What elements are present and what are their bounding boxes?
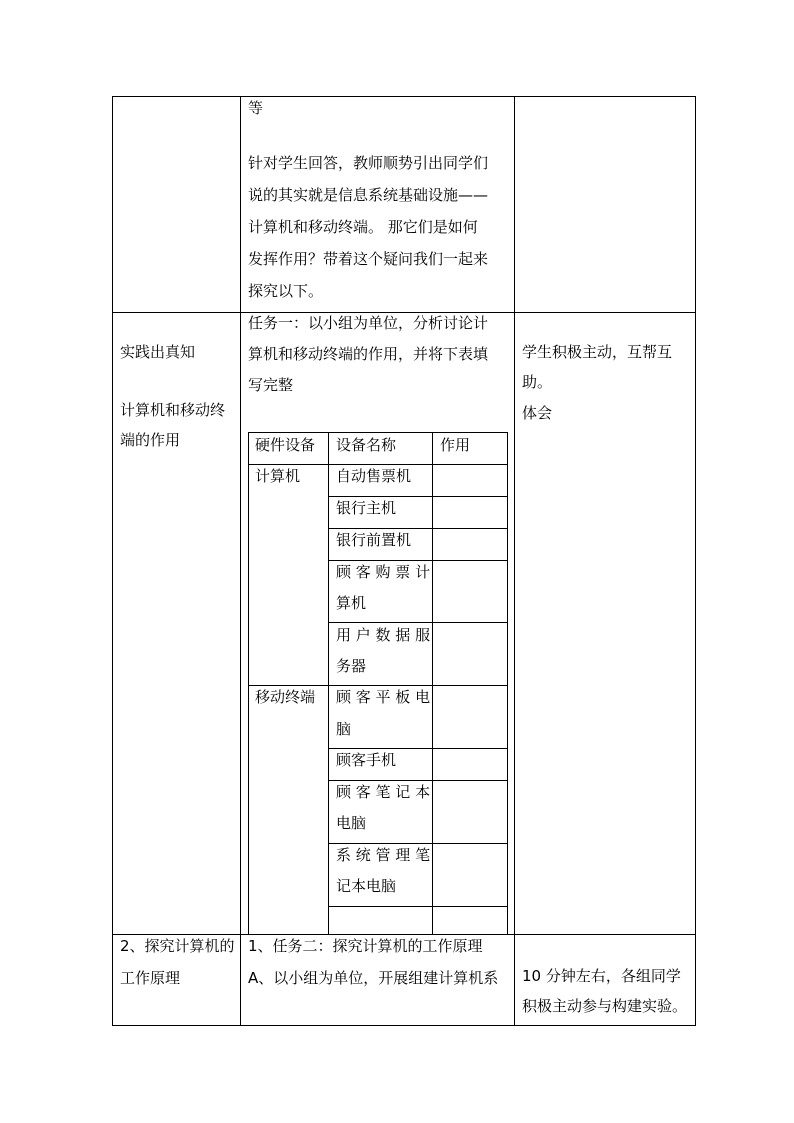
task2-line-1: 1、任务二：探究计算机的工作原理 — [248, 937, 483, 955]
explore-title-line-1: 2、探究计算机的 — [120, 937, 235, 955]
explore-student-line-2: 积极主动参与构建实验。 — [522, 997, 688, 1015]
device-admin-laptop-line2: 记本电脑 — [336, 877, 397, 895]
device-bank-frontend: 银行前置机 — [336, 531, 412, 549]
device-admin-laptop: 系 统 管 理 笔 — [336, 846, 431, 864]
practice-student-line-3: 体会 — [522, 404, 553, 422]
category-mobile: 移动终端 — [255, 688, 316, 706]
practice-topic-line-1: 计算机和移动终 — [120, 401, 226, 419]
header-device-name: 设备名称 — [336, 436, 397, 454]
task1-line-2: 算机和移动终端的作用，并将下表填 — [248, 345, 489, 363]
intro-line-2: 针对学生回答，教师顺势引出同学们 — [248, 154, 489, 172]
device-customer-laptop-line2: 电脑 — [336, 814, 367, 832]
device-customer-tablet: 顾 客 平 板 电 — [336, 688, 431, 706]
device-customer-laptop: 顾 客 笔 记 本 — [336, 783, 431, 801]
explore-title-line-2: 工作原理 — [120, 969, 181, 987]
device-customer-tablet-line2: 脑 — [336, 720, 352, 738]
intro-line-4: 计算机和移动终端。 那它们是如何 — [248, 218, 478, 236]
device-user-data-server: 用 户 数 据 服 — [336, 626, 431, 644]
device-customer-phone: 顾客手机 — [336, 751, 397, 769]
header-hardware: 硬件设备 — [255, 436, 316, 454]
intro-line-6: 探究以下。 — [248, 282, 324, 300]
device-user-data-server-line2: 务器 — [336, 657, 367, 675]
category-computer: 计算机 — [255, 467, 301, 485]
practice-student-line-2: 助。 — [522, 373, 553, 391]
header-function: 作用 — [440, 436, 471, 454]
task1-line-3: 写完整 — [248, 376, 294, 394]
practice-section-title: 实践出真知 — [120, 343, 196, 361]
practice-student-line-1: 学生积极主动，互帮互 — [522, 343, 673, 361]
device-ticket-machine: 自动售票机 — [336, 467, 412, 485]
device-customer-ticket-pc-line2: 算机 — [336, 594, 367, 612]
task1-line-1: 任务一：以小组为单位，分析讨论计 — [248, 314, 489, 332]
intro-line-3: 说的其实就是信息系统基础设施—— — [248, 186, 489, 204]
intro-line-1: 等 — [248, 99, 264, 117]
device-customer-ticket-pc: 顾 客 购 票 计 — [336, 563, 431, 581]
task2-line-2: A、以小组为单位，开展组建计算机系 — [248, 969, 499, 987]
intro-line-5: 发挥作用？带着这个疑问我们一起来 — [248, 250, 489, 268]
practice-topic-line-2: 端的作用 — [120, 431, 181, 449]
explore-student-line-1: 10 分钟左右，各组同学 — [522, 967, 681, 985]
device-bank-host: 银行主机 — [336, 499, 397, 517]
